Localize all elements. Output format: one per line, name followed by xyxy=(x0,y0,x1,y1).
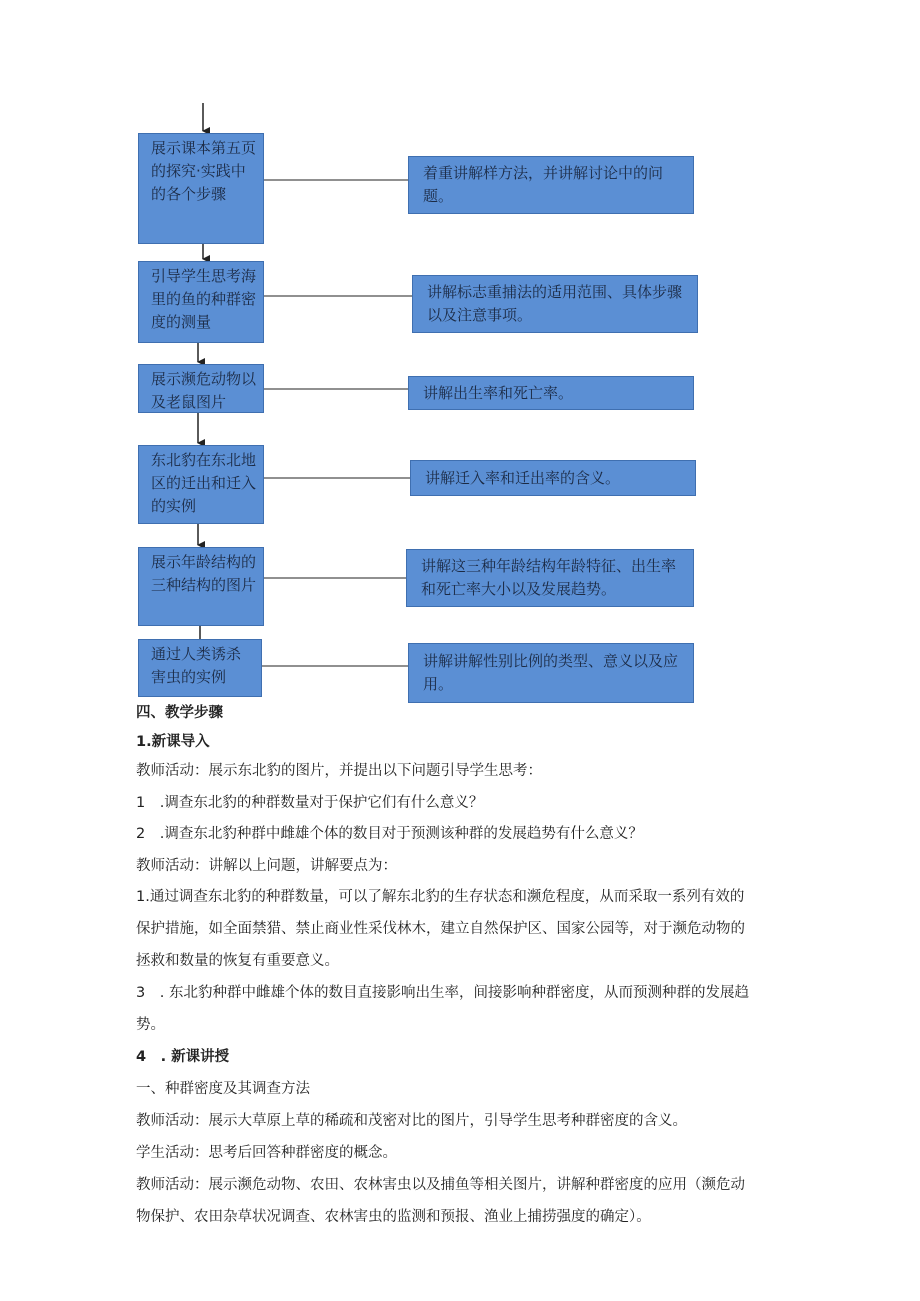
flow-note-1 xyxy=(408,156,694,214)
flow-note-4-text: 讲解迁入率和迁出率的含义。 xyxy=(425,468,621,487)
paragraph-teacher-activity-1: 教师活动：展示东北豹的图片，并提出以下问题引导学生思考： xyxy=(136,763,542,779)
question-2: 2 .调查东北豹种群中雌雄个体的数目对于预测该种群的发展趋势有什么意义？ xyxy=(136,826,643,842)
answer-3-line-2: 势。 xyxy=(136,1017,165,1033)
flow-note-6 xyxy=(408,643,694,703)
answer-1-line-2: 保护措施，如全面禁猎、禁止商业性采伐林木，建立自然保护区、国家公园等，对于濒危动物的 xyxy=(136,921,745,937)
flow-note-3 xyxy=(408,376,694,410)
flow-note-1-text: 着重讲解样方法，并讲解讨论中的问题。 xyxy=(423,164,664,205)
heading-new-lesson-teaching: 4 . 新课讲授 xyxy=(136,1049,230,1065)
flow-note-5-text: 讲解这三种年龄结构年龄特征、出生率和死亡率大小以及发展趋势。 xyxy=(421,557,677,598)
flow-note-2 xyxy=(412,275,698,333)
flow-note-3-text: 讲解出生率和死亡率。 xyxy=(423,383,574,402)
answer-1-line-3: 拯救和数量的恢复有重要意义。 xyxy=(136,953,339,969)
paragraph-student-activity: 学生活动：思考后回答种群密度的概念。 xyxy=(136,1145,397,1161)
flow-step-2: 引导学生思考海里的鱼的种群密度的测量 xyxy=(138,261,264,343)
paragraph-teacher-activity-2: 教师活动：讲解以上问题，讲解要点为： xyxy=(136,858,397,874)
flow-note-4 xyxy=(410,460,696,496)
flow-step-1: 展示课本第五页的探究·实践中的各个步骤 xyxy=(138,133,264,244)
paragraph-teacher-activity-3: 教师活动：展示大草原上草的稀疏和茂密对比的图片，引导学生思考种群密度的含义。 xyxy=(136,1113,687,1129)
flow-step-6: 通过人类诱杀害虫的实例 xyxy=(138,639,262,697)
paragraph-teacher-activity-4-line-1: 教师活动：展示濒危动物、农田、农林害虫以及捕鱼等相关图片，讲解种群密度的应用（濒危动 xyxy=(136,1177,745,1193)
paragraph-teacher-activity-4-line-2: 物保护、农田杂草状况调查、农林害虫的监测和预报、渔业上捕捞强度的确定）。 xyxy=(136,1209,651,1225)
section-heading-teaching-steps: 四、教学步骤 xyxy=(136,705,223,721)
flow-note-2-text: 讲解标志重捕法的适用范围、具体步骤以及注意事项。 xyxy=(427,283,683,324)
flow-step-4: 东北豹在东北地区的迁出和迁入的实例 xyxy=(138,445,264,524)
subsection-population-density: 一、种群密度及其调查方法 xyxy=(136,1081,310,1097)
heading-new-lesson-intro: 1.新课导入 xyxy=(136,734,210,750)
flow-step-3: 展示濒危动物以及老鼠图片 xyxy=(138,364,264,413)
answer-1-line-1: 1.通过调查东北豹的种群数量，可以了解东北豹的生存状态和濒危程度，从而采取一系列有效的 xyxy=(136,889,745,905)
flow-step-5: 展示年龄结构的三种结构的图片 xyxy=(138,547,264,626)
flow-note-5 xyxy=(406,549,694,607)
answer-3-line-1: 3 . 东北豹种群中雌雄个体的数目直接影响出生率，间接影响种群密度，从而预测种群的发展趋 xyxy=(136,985,749,1001)
flow-note-6-text: 讲解讲解性别比例的类型、意义以及应用。 xyxy=(423,652,679,693)
question-1: 1 .调查东北豹的种群数量对于保护它们有什么意义？ xyxy=(136,795,484,811)
